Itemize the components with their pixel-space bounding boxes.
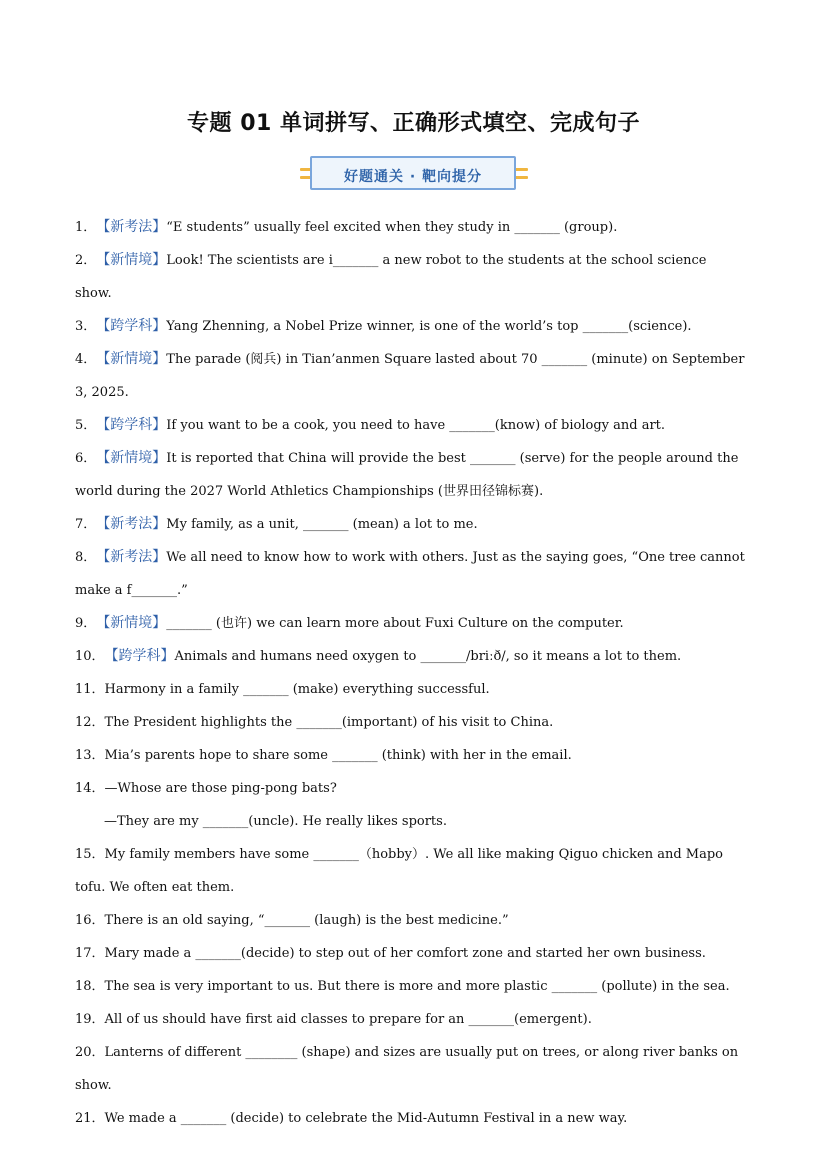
question-text: The parade (阅兵) in Tian’anmen Square lasted about 70 _______ (minute) on September 3, 2025. (75, 352, 745, 400)
question-13 (75, 739, 745, 772)
question-20 (75, 1036, 745, 1102)
question-number: 19． (75, 1012, 105, 1027)
question-number: 14． (75, 781, 105, 796)
question-text: The President highlights the _______(important) of his visit to China. (104, 715, 554, 730)
question-number: 17． (75, 946, 105, 961)
question-11 (75, 673, 745, 706)
question-text: —Whose are those ping-pong bats? (104, 781, 337, 796)
question-text: The sea is very important to us. But there is more and more plastic _______ (pollute) in the sea. (104, 979, 730, 994)
question-tag: 【新情境】 (96, 351, 167, 367)
question-text: Mary made a _______(decide) to step out of her comfort zone and started her own business. (104, 946, 706, 961)
question-number: 13． (75, 748, 105, 763)
question-tag: 【新情境】 (96, 252, 167, 268)
question-number: 18． (75, 979, 105, 994)
question-tag: 【新情境】 (96, 450, 167, 466)
question-number: 8． (75, 550, 97, 565)
question-text: My family, as a unit, _______ (mean) a lot to me. (166, 517, 478, 532)
question-list (75, 211, 745, 1135)
banner-text: 好题通关 · 靶向提分 (343, 169, 483, 185)
question-14-answer-line (75, 805, 745, 838)
question-12 (75, 706, 745, 739)
question-14 (75, 772, 745, 805)
question-number: 2． (75, 253, 97, 268)
question-number: 16． (75, 913, 105, 928)
page-title: 专题 01 单词拼写、正确形式填空、完成句子 (187, 111, 640, 136)
question-tag: 【跨学科】 (96, 417, 167, 433)
question-text: —They are my _______(uncle). He really likes sports. (104, 814, 447, 829)
question-text: Mia’s parents hope to share some _______ (think) with her in the email. (104, 748, 572, 763)
banner-box (310, 156, 516, 190)
question-text: If you want to be a cook, you need to have _______(know) of biology and art. (166, 418, 666, 433)
question-number: 15． (75, 847, 105, 862)
question-15 (75, 838, 745, 904)
question-tag: 【跨学科】 (96, 318, 167, 334)
question-8 (75, 541, 745, 607)
question-text: We made a _______ (decide) to celebrate the Mid-Autumn Festival in a new way. (104, 1111, 628, 1126)
question-text: Look! The scientists are i_______ a new robot to the students at the school science show. (75, 253, 707, 301)
question-18 (75, 970, 745, 1003)
question-text: All of us should have first aid classes to prepare for an _______(emergent). (104, 1012, 592, 1027)
question-16 (75, 904, 745, 937)
question-text: Lanterns of different ________ (shape) and sizes are usually put on trees, or along river banks on show. (75, 1045, 739, 1093)
question-1 (75, 211, 745, 244)
question-number: 9． (75, 616, 97, 631)
question-tag: 【新考法】 (96, 549, 167, 565)
question-number: 10． (75, 649, 105, 664)
question-text: We all need to know how to work with others. Just as the saying goes, “One tree cannot make a f_______.” (75, 550, 745, 598)
section-banner (300, 156, 528, 194)
question-number: 4． (75, 352, 97, 367)
question-number: 20． (75, 1045, 105, 1060)
question-5 (75, 409, 745, 442)
question-number: 21． (75, 1111, 105, 1126)
question-number: 11． (75, 682, 105, 697)
question-text: Yang Zhenning, a Nobel Prize winner, is one of the world’s top _______(science). (166, 319, 692, 334)
question-tag: 【新情境】 (96, 615, 167, 631)
question-text: Harmony in a family _______ (make) everything successful. (104, 682, 490, 697)
question-number: 12． (75, 715, 105, 730)
question-tag: 【跨学科】 (104, 648, 175, 664)
question-text: There is an old saying, “_______ (laugh) is the best medicine.” (104, 913, 509, 928)
question-3 (75, 310, 745, 343)
question-7 (75, 508, 745, 541)
question-17 (75, 937, 745, 970)
question-text: _______ (也许) we can learn more about Fuxi Culture on the computer. (166, 616, 624, 631)
question-tag: 【新考法】 (96, 516, 167, 532)
question-tag: 【新考法】 (96, 219, 167, 235)
question-text: It is reported that China will provide the best _______ (serve) for the people around the world during the 2027 World Athletics Championships (世界田径锦标赛). (75, 451, 739, 499)
question-6 (75, 442, 745, 508)
question-10 (75, 640, 745, 673)
question-text: “E students” usually feel excited when they study in _______ (group). (166, 220, 618, 235)
question-4 (75, 343, 745, 409)
question-text: My family members have some _______（hobby）. We all like making Qiguo chicken and Mapo tofu. We often eat them. (75, 847, 723, 895)
question-21 (75, 1102, 745, 1135)
question-number: 6． (75, 451, 97, 466)
question-text: Animals and humans need oxygen to _______/briːð/, so it means a lot to them. (174, 649, 682, 664)
question-19 (75, 1003, 745, 1036)
question-number: 7． (75, 517, 97, 532)
question-number: 1． (75, 220, 97, 235)
question-number: 5． (75, 418, 97, 433)
question-9 (75, 607, 745, 640)
question-number: 3． (75, 319, 97, 334)
question-2 (75, 244, 745, 310)
